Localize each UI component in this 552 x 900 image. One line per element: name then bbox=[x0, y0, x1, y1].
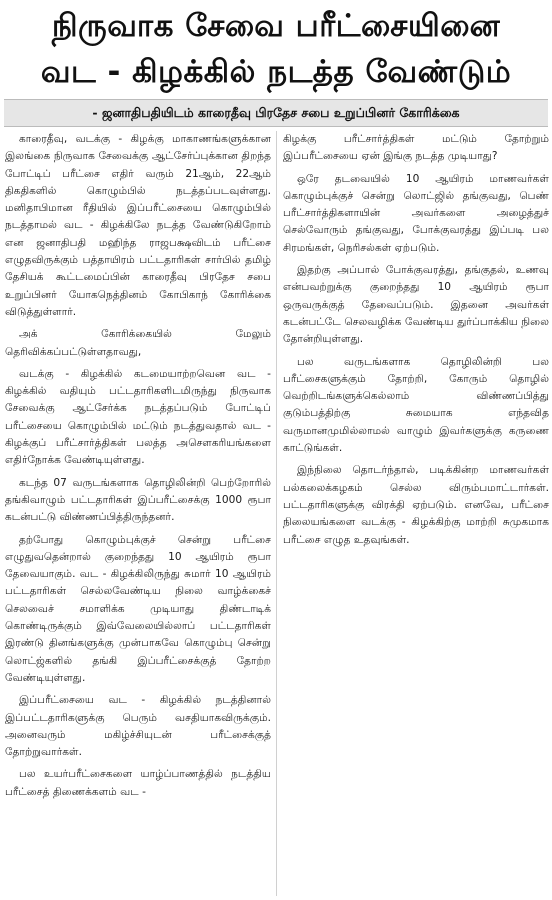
subheadline-banner bbox=[4, 99, 548, 127]
paragraph: தற்போது கொழும்புக்குச் சென்று பரீட்சை எழுதுவதென்றால் குறைந்தது 10 ஆயிரம் ரூபா தேவையாகும். வட - கிழக்கிலிருந்து சுமார் 10 ஆயிரம் பட்டதாரிகள் செல்லவேண்டிய நிலை வாழ்க்கைச் செலவைச் சமாளிக்க முடியாது திண்டாடிக் கொண்டிருக்கும் இவ்வேலையில்லாப் பட்டதாரிகள் இரண்டு தினங்களுக்கு முன்பாகவே கொழும்பு சென்று லொட்ஜ்களில் தங்கி இப்பரீட்சைக்குத் தோற்ற வேண்டியுள்ளது. bbox=[5, 533, 271, 684]
article-column-left bbox=[5, 131, 271, 806]
paragraph: காரைதீவு, வடக்கு - கிழக்கு மாகாணங்களுக்கான இலங்கை நிருவாக சேவைக்கு ஆட்சேர்ப்புக்கான திறந்த போட்டிப் பரீட்சை எதிர் வரும் 21ஆம், 22ஆம் திகதிகளில் கொழும்பில் நடத்தப்படவுள்ளது. மனிதாபிமான ரீதியில் இப்பரீட்சையை கொழும்பில் நடத்தாமல் வட - கிழக்கிலே நடத்த வேண்டுகிறோம் என ஜனாதிபதி மஹிந்த ராஜபக்ஷவிடம் பரீட்சை எழுதவிருக்கும் பத்தாயிரம் பட்டதாரிகள் சார்பில் தமிழ் தேசியக் கூட்டமைப்பின் காரைதீவு பிரதேச சபை உறுப்பினர் யோகநெத்தினம் கோபிகாந் கோரிக்கை விடுத்துள்ளார். bbox=[5, 133, 271, 318]
paragraph: இப்பரீட்சையை வட - கிழக்கில் நடத்தினால் இப்பட்டதாரிகளுக்கு பெரும் வசதியாகவிருக்கும். அனைவரும் மகிழ்ச்சியுடன் பரீட்சைக்குத் தோற்றுவார்கள். bbox=[5, 694, 271, 759]
paragraph: கிழக்கு பரீட்சார்த்திகள் மட்டும் தோற்றும் இப்பரீட்சையை ஏன் இங்கு நடத்த முடியாது? bbox=[283, 133, 549, 163]
paragraph: அக் கோரிக்கையில் மேலும் தெரிவிக்கப்பட்டுள்ளதாவது, bbox=[5, 328, 271, 358]
column-divider bbox=[276, 131, 277, 896]
headline-line-2: வட - கிழக்கில் நடத்த வேண்டும் bbox=[40, 54, 512, 90]
article-column-right bbox=[283, 131, 549, 554]
paragraph: ஒரே தடவையில் 10 ஆயிரம் மாணவர்கள் கொழும்புக்குச் சென்று லொட்ஜில் தங்குவது, பெண் பரீட்சார்த்திகளாயின் அவர்களை அழைத்துச் செல்வோரும் தங்குவது, போக்குவரத்து இப்படி பல சிரமங்கள், நெரிசல்கள் ஏற்படும். bbox=[283, 172, 549, 254]
paragraph: இதற்கு அப்பால் போக்குவரத்து, தங்குதல், உணவு என்பவற்றுக்கு குறைந்தது 10 ஆயிரம் ரூபா ஒருவருக்குத் தேவைப்படும். இதனை அவர்கள் கடன்பட்டே செலவழிக்க வேண்டிய துர்ப்பாக்கிய நிலை தோன்றியுள்ளது. bbox=[283, 264, 549, 346]
paragraph: வடக்கு - கிழக்கில் கடமையாற்றவென வட - கிழக்கில் வதியும் பட்டதாரிகளிடமிருந்து நிருவாக சேவைக்கு ஆட்சேர்க்க நடத்தப்படும் போட்டிப் பரீட்சையை கொழும்பில் மட்டும் நடத்துவதால் வட - கிழக்குப் பரீட்சார்த்திகள் பலத்த அசௌகரியங்களை எதிர்நோக்க வேண்டியுள்ளது. bbox=[5, 367, 271, 467]
headline bbox=[0, 0, 552, 100]
subheadline: - ஜனாதிபதியிடம் காரைதீவு பிரதேச சபை உறுப்பினர் கோரிக்கை bbox=[92, 105, 460, 120]
paragraph: பல உயர்பரீட்சைகளை யாழ்ப்பாணத்தில் நடத்திய பரீட்சைத் திணைக்களம் வட - bbox=[5, 768, 271, 798]
paragraph: கடந்த 07 வருடங்களாக தொழிலின்றி பெற்றோரில் தங்கிவாழும் பட்டதாரிகள் இப்பரீட்சைக்கு 1000 ரூபா கடன்பட்டு விண்ணப்பித்திருந்தனர். bbox=[5, 476, 271, 524]
headline-line-1: நிருவாக சேவை பரீட்சையினை bbox=[51, 8, 501, 44]
paragraph: இந்நிலை தொடர்ந்தால், படிக்கின்ற மாணவர்கள் பல்கலைக்கழகம் செல்ல விரும்பமாட்டார்கள். பட்டதாரிகளுக்கு விரக்தி ஏற்படும். எனவே, பரீட்சை நிலையங்களை வடக்கு - கிழக்கிற்கு மாற்றி சுமுகமாக பரீட்சை எழுத உதவுங்கள். bbox=[283, 464, 549, 546]
paragraph: பல வருடங்களாக தொழிலின்றி பல பரீட்சைகளுக்கும் தோற்றி, கோரும் தொழில் வெற்றிடங்களுக்கெல்லாம் விண்ணப்பித்து குடும்பத்திற்கு சுமையாக எந்தவித வருமானமுமில்லாமல் வாழும் இவர்களுக்கு கருணை காட்டுங்கள். bbox=[283, 355, 549, 455]
